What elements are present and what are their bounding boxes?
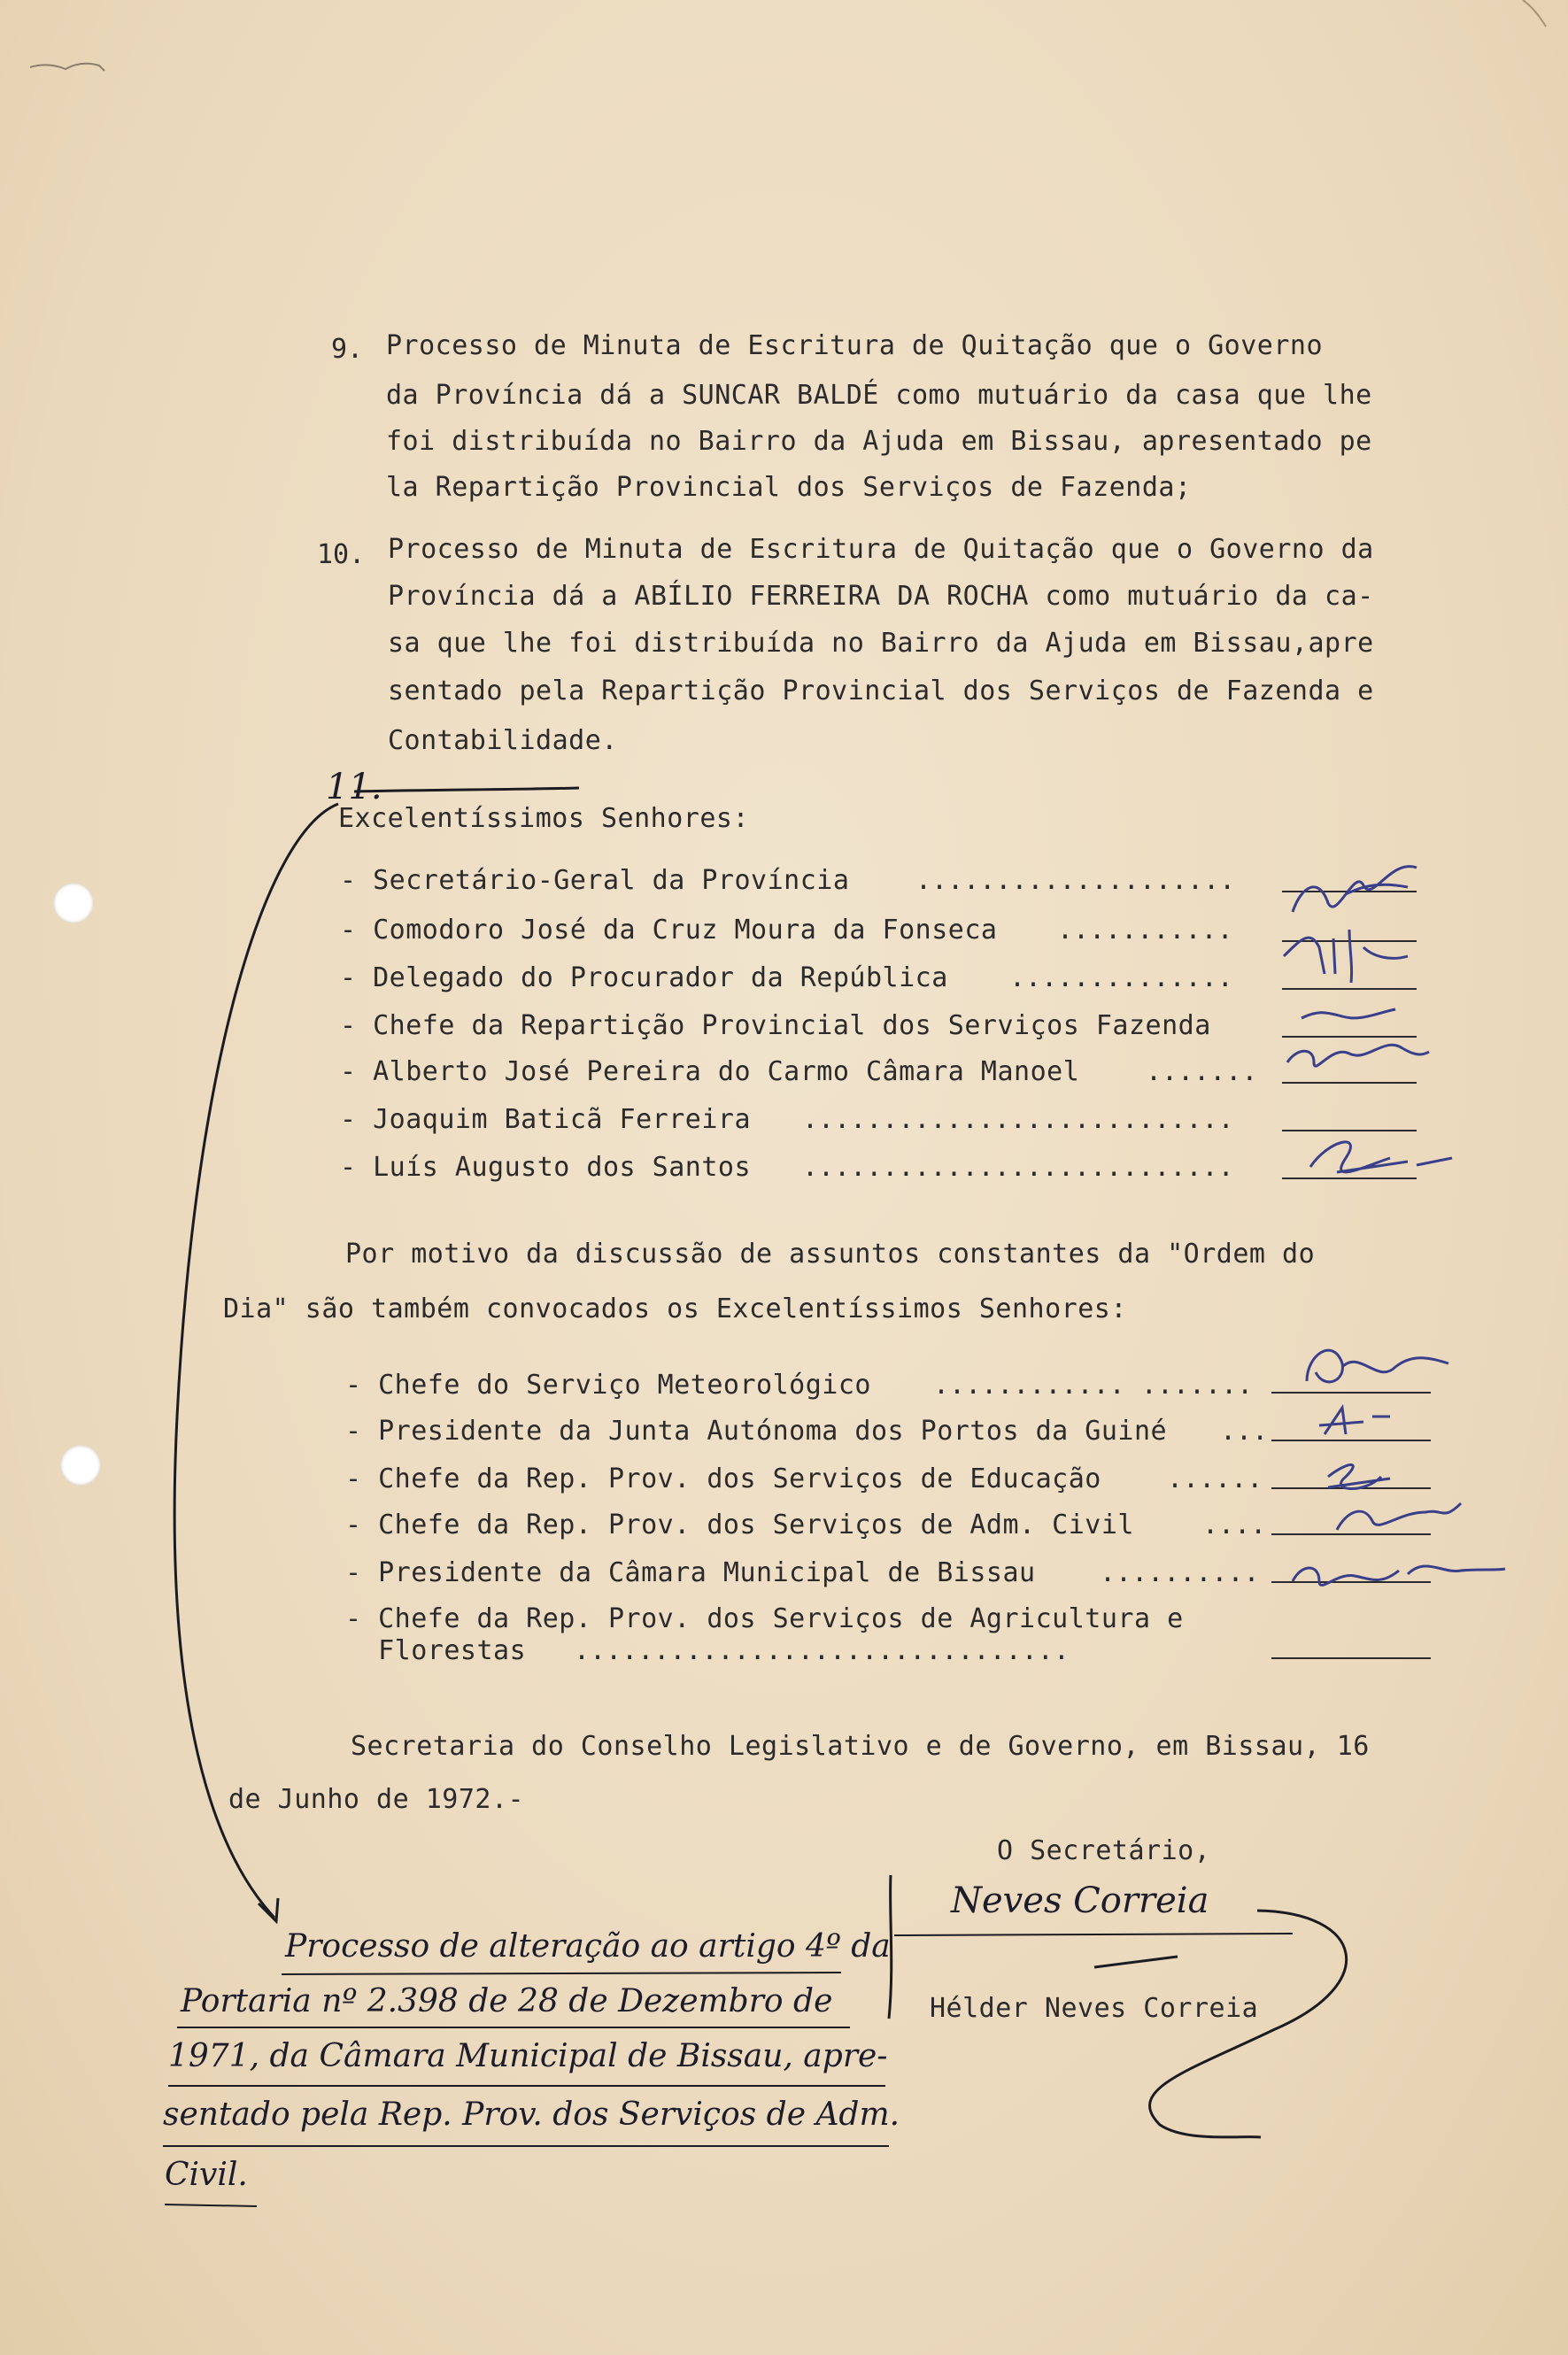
item-10-line: sentado pela Repartição Provincial dos Serviços de Fazenda e [388,676,1374,706]
handwritten-note-line: sentado pela Rep. Prov. dos Serviços de Adm. [163,2096,900,2133]
item-number: 10. [317,539,366,570]
handwritten-note-line: Portaria nº 2.398 de 28 de Dezembro de [181,1983,833,2019]
salutation: Excelentíssimos Senhores: [338,803,750,834]
convocation-line: Por motivo da discussão de assuntos constantes da "Ordem do [345,1239,1316,1270]
secretary-signature: Neves Correia [951,1880,1209,1921]
note-underlines [163,1973,889,2206]
insertion-arrow [174,804,338,1918]
secretary-name: Hélder Neves Correia [930,1993,1259,2024]
item-10-line: Província dá a ABÍLIO FERREIRA DA ROCHA como mutuário da ca- [388,581,1374,612]
dot-leader: ............................... [574,1635,1070,1666]
handwritten-note-line: Civil. [165,2157,248,2193]
item-10-line: sa que lhe foi distribuída no Bairro da Ajuda em Bissau,apre [388,628,1374,659]
item-9-line: Processo de Minuta de Escritura de Quitação que o Governo [386,330,1324,361]
invitee-row: Florestas [345,1635,527,1666]
dot-leader: .................... [915,865,1236,896]
member-row: - Joaquim Baticã Ferreira [340,1104,752,1135]
invitee-row: - Presidente da Câmara Municipal de Bissau [345,1557,1036,1588]
dot-leader: ....... [1146,1056,1258,1087]
signature-dash [1094,1957,1178,1967]
invitee-row: - Chefe da Rep. Prov. dos Serviços de Educação [345,1463,1101,1494]
member-row: - Delegado do Procurador da República [340,962,948,993]
item-9-line: la Repartição Provincial dos Serviços de Fazenda; [386,472,1192,503]
invitee-row: - Chefe da Rep. Prov. dos Serviços de Agricultura e [345,1603,1184,1634]
closing-line: Secretaria do Conselho Legislativo e de Governo, em Bissau, 16 [351,1731,1370,1762]
item-10-line: Contabilidade. [388,725,618,756]
corner-scribble [30,64,104,71]
dot-leader: .............. [1009,962,1233,993]
member-row: - Comodoro José da Cruz Moura da Fonseca [340,915,998,946]
dot-leader: ... [1220,1416,1269,1447]
invitee-row: - Chefe do Serviço Meteorológico [345,1370,871,1401]
member-signatures [1284,867,1452,1172]
dot-leader: ............ ....... [933,1370,1254,1401]
member-row: - Secretário-Geral da Província [340,865,850,896]
item-10-line: Processo de Minuta de Escritura de Quitação que o Governo da [388,534,1374,565]
invitee-row: - Chefe da Rep. Prov. dos Serviços de Adm. Civil [345,1510,1134,1540]
member-row: - Alberto José Pereira do Carmo Câmara Manoel [340,1056,1080,1087]
dot-leader: .......... [1100,1557,1260,1588]
dot-leader: ........................... [802,1104,1234,1135]
invitee-signatures [1293,1350,1505,1585]
handwritten-note-line: 1971, da Câmara Municipal de Bissau, apre- [168,2038,888,2074]
signature-flourish [1150,1911,1347,2137]
item-11-stroke [354,788,579,791]
item-9-line: da Província dá a SUNCAR BALDÉ como mutuário da casa que lhe [386,380,1372,411]
convocation-line: Dia" são também convocados os Excelentíssimos Senhores: [223,1293,1127,1324]
secretary-title: O Secretário, [997,1835,1211,1866]
member-row: - Chefe da Repartição Provincial dos Serviços Fazenda [340,1010,1211,1041]
member-row: - Luís Augusto dos Santos [340,1152,752,1183]
dot-leader: ...... [1167,1463,1263,1494]
dot-leader: .... [1202,1510,1267,1540]
handwritten-note-line: Processo de alteração ao artigo 4º da [285,1928,891,1965]
closing-line: de Junho de 1972.- [228,1784,525,1815]
secretary-divider [889,1875,892,2019]
item-number: 9. [331,334,364,365]
handwritten-item-number: 11. [326,767,382,807]
signature-underline [894,1934,1293,1935]
item-9-line: foi distribuída no Bairro da Ajuda em Bissau, apresentado pe [386,426,1372,457]
dot-leader: ........... [1057,915,1233,946]
invitee-row: - Presidente da Junta Autónoma dos Portos da Guiné [345,1416,1168,1447]
page-fold [1523,0,1546,27]
dot-leader: ........................... [802,1152,1234,1183]
